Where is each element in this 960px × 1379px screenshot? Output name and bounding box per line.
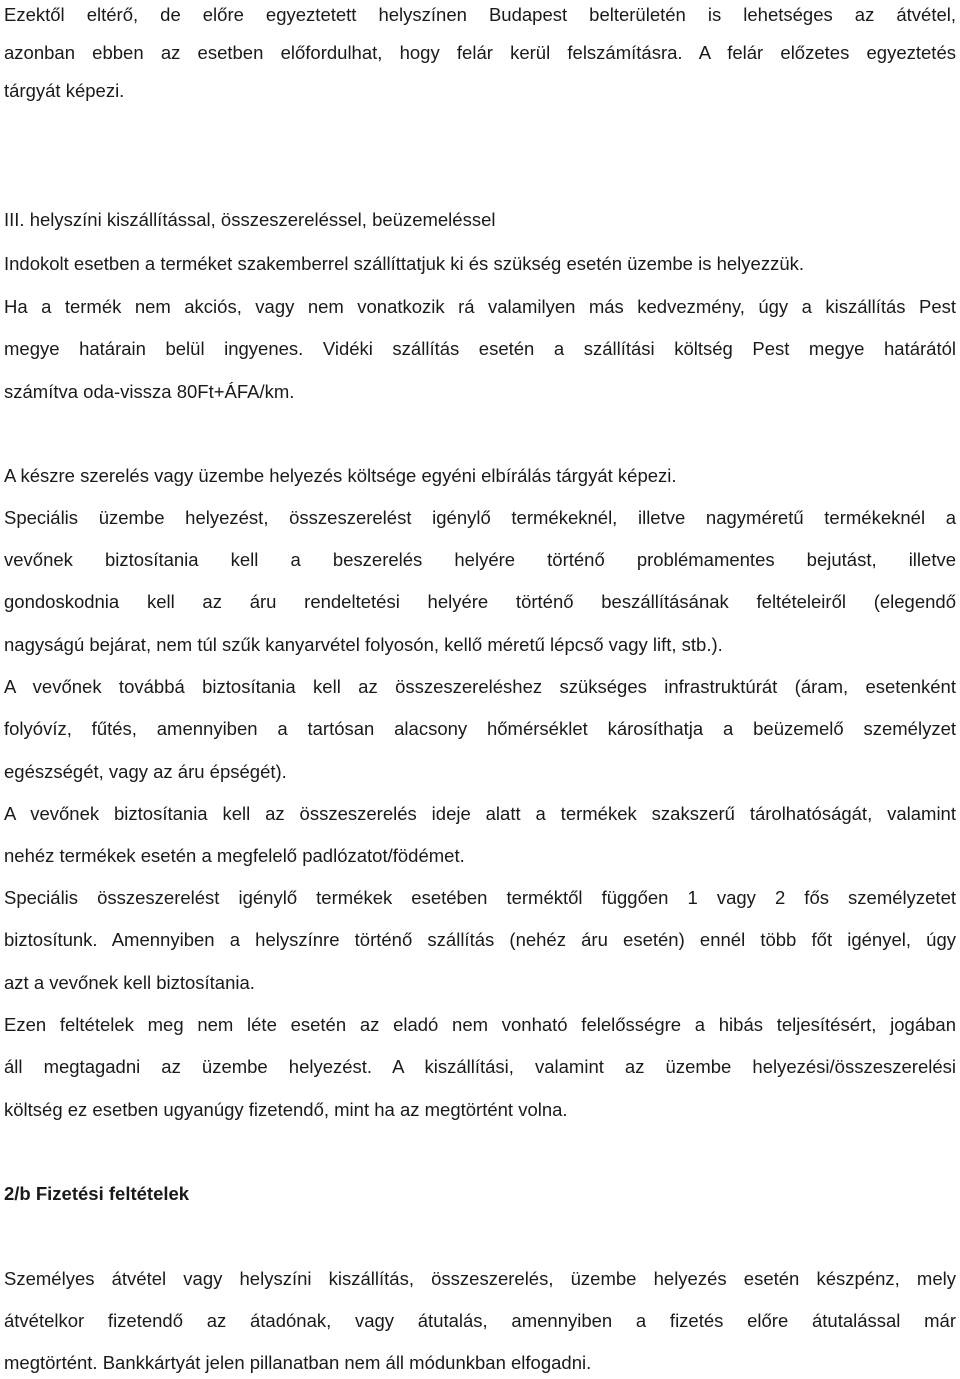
text-line: biztosítunk. Amennyiben a helyszínre történő szállítás (nehéz áru esetén) ennél több főt igényel, úgy xyxy=(4,929,956,950)
text-line: egészségét, vagy az áru épségét). xyxy=(4,761,287,782)
text-line: A vevőnek továbbá biztosítania kell az összeszereléshez szükséges infrastruktúrát (áram, esetenként xyxy=(4,676,956,697)
text-line: gondoskodnia kell az áru rendeltetési helyére történő beszállításának feltételeiről (elegendő xyxy=(4,591,956,612)
text-line: nagyságú bejárat, nem túl szűk kanyarvétel folyosón, kellő méretű lépcső vagy lift, stb.). xyxy=(4,634,723,655)
text-line: költség ez esetben ugyanúgy fizetendő, mint ha az megtörtént volna. xyxy=(4,1099,568,1120)
text-line: tárgyát képezi. xyxy=(4,80,125,101)
text-line: áll megtagadni az üzembe helyezést. A kiszállítási, valamint az üzembe helyezési/összeszerelési xyxy=(4,1056,956,1077)
text-line: azonban ebben az esetben előfordulhat, hogy felár kerül felszámításra. A felár előzetes egyeztetés xyxy=(4,42,956,63)
text-line: számítva oda-vissza 80Ft+ÁFA/km. xyxy=(4,381,295,402)
text-line: Ha a termék nem akciós, vagy nem vonatkozik rá valamilyen más kedvezmény, úgy a kiszállítás Pest xyxy=(4,296,956,317)
text-line: megye határain belül ingyenes. Vidéki szállítás esetén a szállítási költség Pest megye határától xyxy=(4,338,956,359)
text-line: A vevőnek biztosítania kell az összeszerelés ideje alatt a termékek szakszerű tárolhatóságát, valamint xyxy=(4,803,956,824)
text-line: Ezen feltételek meg nem léte esetén az eladó nem vonható felelősségre a hibás teljesítésért, jogában xyxy=(4,1014,956,1035)
text-line: Személyes átvétel vagy helyszíni kiszállítás, összeszerelés, üzembe helyezés esetén készpénz, mely xyxy=(4,1268,956,1289)
text-line: Speciális üzembe helyezést, összeszerelést igénylő termékeknél, illetve nagyméretű termékeknél a xyxy=(4,507,956,528)
text-line: A készre szerelés vagy üzembe helyezés költsége egyéni elbírálás tárgyát képezi. xyxy=(4,465,677,486)
section-title: III. helyszíni kiszállítással, összeszereléssel, beüzemeléssel xyxy=(4,209,496,230)
text-line: átvételkor fizetendő az átadónak, vagy átutalás, amennyiben a fizetés előre átutalással már xyxy=(4,1310,956,1331)
text-line: Speciális összeszerelést igénylő termékek esetében terméktől függően 1 vagy 2 fős személyzetet xyxy=(4,887,956,908)
text-line: Indokolt esetben a terméket szakemberrel szállíttatjuk ki és szükség esetén üzembe is helyezzük. xyxy=(4,253,804,274)
text-line: azt a vevőnek kell biztosítania. xyxy=(4,972,255,993)
text-line: Ezektől eltérő, de előre egyeztetett helyszínen Budapest belterületén is lehetséges az átvétel, xyxy=(4,4,956,25)
text-line: nehéz termékek esetén a megfelelő padlózatot/födémet. xyxy=(4,845,465,866)
text-line: folyóvíz, fűtés, amennyiben a tartósan alacsony hőmérséklet károsíthatja a beüzemelő személyzet xyxy=(4,718,956,739)
text-line: megtörtént. Bankkártyát jelen pillanatban nem áll módunkban elfogadni. xyxy=(4,1352,592,1373)
section-heading: 2/b Fizetési feltételek xyxy=(4,1183,190,1204)
text-line: vevőnek biztosítania kell a beszerelés helyére történő problémamentes bejutást, illetve xyxy=(4,549,956,570)
